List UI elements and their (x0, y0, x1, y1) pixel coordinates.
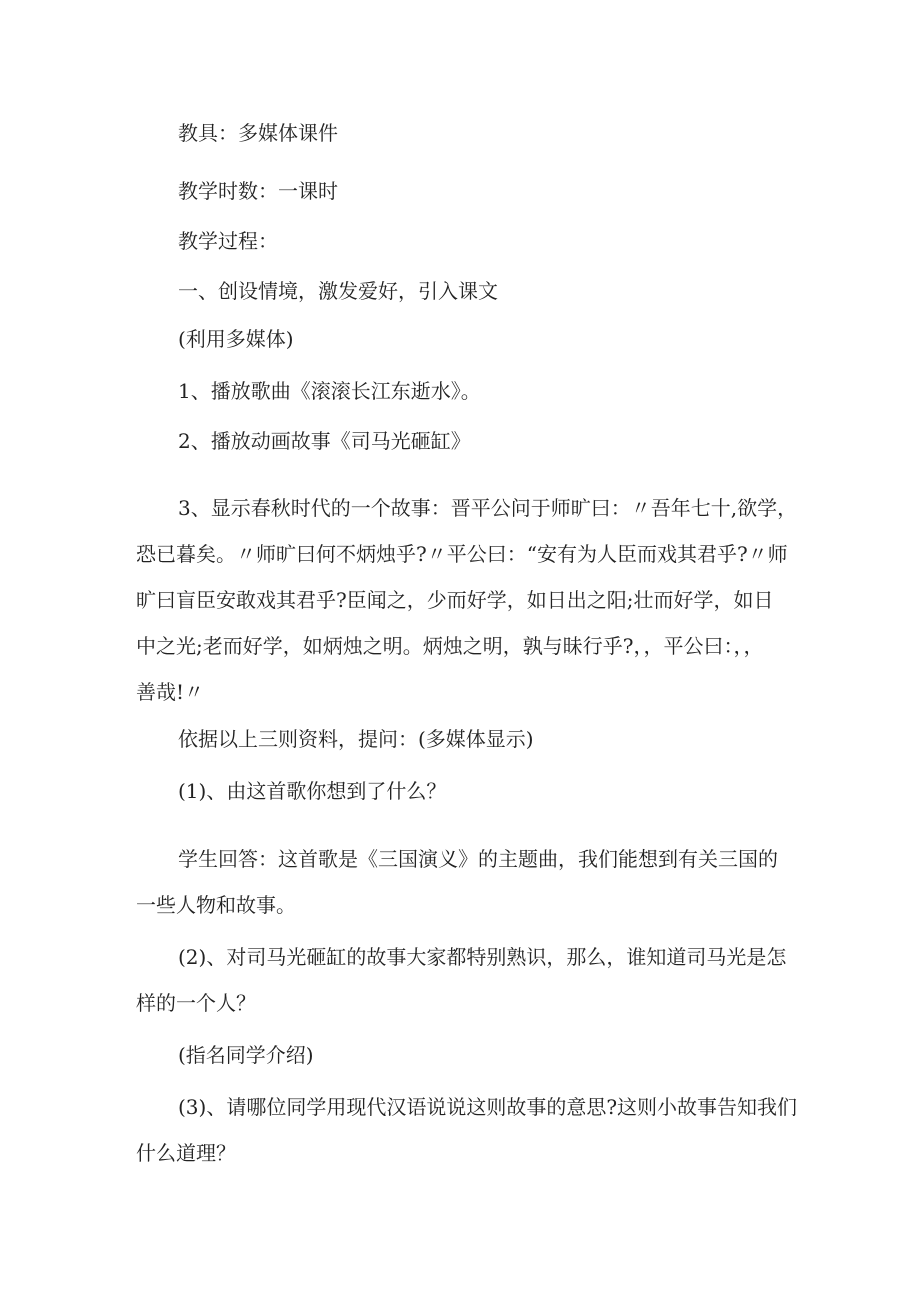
question-line: (2)、对司马光砸缸的故事大家都特别熟识，那么，谁知道司马光是怎 (178, 945, 787, 969)
multimedia-note: (利用多媒体) (178, 327, 294, 351)
story-line: 旷曰盲臣安敢戏其君乎?臣闻之，少而好学，如日出之阳;壮而好学，如日 (136, 588, 774, 612)
step-2: 2、播放动画故事《司马光砸缸》 (178, 429, 471, 453)
step-3-story (136, 485, 800, 715)
class-hours: 教学时数：一课时 (178, 179, 338, 203)
section-one-heading: 一、创设情境，激发爱好，引入课文 (178, 279, 498, 303)
questions-intro: 依据以上三则资料，提问：(多媒体显示) (178, 727, 534, 751)
story-line: 恐已暮矣。〃师旷曰何不炳烛乎?〃平公曰：“安有为人臣而戏其君乎?〃师 (136, 542, 788, 566)
question-1: (1)、由这首歌你想到了什么？ (178, 779, 447, 803)
answer-1 (136, 836, 800, 928)
answer-line: 学生回答：这首歌是《三国演义》的主题曲，我们能想到有关三国的 (178, 847, 778, 871)
story-line: 中之光;老而好学，如炳烛之明。炳烛之明，孰与昧行乎?，，平公曰：，， (136, 634, 764, 658)
question-line: 样的一个人？ (136, 991, 256, 1015)
teaching-aids: 教具：多媒体课件 (178, 121, 338, 145)
story-line: 3、显示春秋时代的一个故事：晋平公问于师旷曰：〃吾年七十,欲学， (178, 496, 798, 520)
question-line: 什么道理？ (136, 1141, 236, 1165)
teaching-process-heading: 教学过程： (178, 229, 278, 253)
question-2 (136, 934, 800, 1026)
student-intro-note: (指名同学介绍) (178, 1043, 314, 1067)
question-line: (3)、请哪位同学用现代汉语说说这则故事的意思?这则小故事告知我们 (178, 1095, 798, 1119)
question-3 (136, 1084, 800, 1176)
step-1: 1、播放歌曲《滚滚长江东逝水》。 (178, 379, 481, 403)
answer-line: 一些人物和故事。 (136, 893, 296, 917)
story-line: 善哉!〃 (136, 680, 205, 704)
